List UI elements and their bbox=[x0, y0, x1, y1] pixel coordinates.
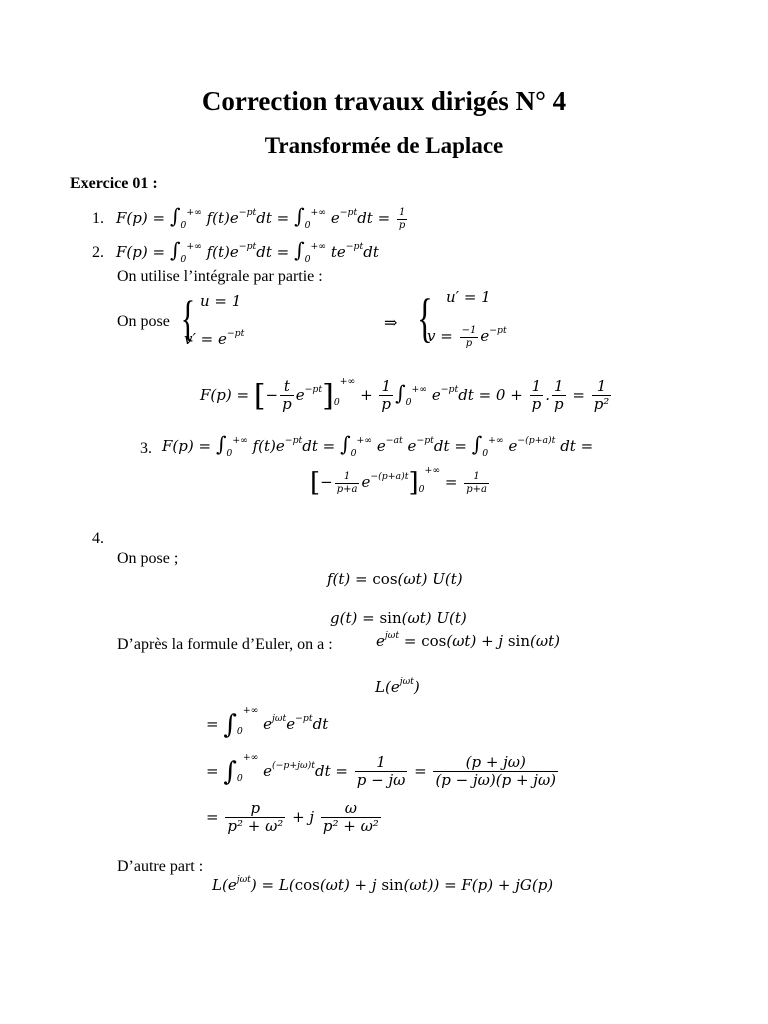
laplace-exp: $L(e^{j\omega t})$ bbox=[375, 676, 420, 696]
document-subtitle: Transformée de Laplace bbox=[264, 133, 504, 158]
equation-3: $F(p) = \int_0^{+\infty}$ $f(t)e^{-pt}dt = \int_0^{+\infty}$ $e^{-at}$ $e^{-pt}dt = \int_0^{+\infty}$ $e^{-(p+a)t}$ dt = bbox=[162, 432, 594, 459]
integration-by-parts-text: On utilise l’intégrale par partie : bbox=[117, 268, 323, 285]
right-brace: { bbox=[417, 288, 433, 348]
document-title: Correction travaux dirigés N° 4 bbox=[201, 86, 567, 116]
left-brace: { bbox=[180, 290, 196, 346]
laplace-step-1: = $\int_0^{+\infty}$ $e^{j\omega t}e^{-pt}dt$ bbox=[206, 705, 329, 740]
u-equals-1: u = 1 bbox=[200, 292, 242, 310]
item-number-3: 3. bbox=[140, 440, 152, 457]
equation-1: $F(p) = \int_0^{+\infty}$ $f(t)e^{-pt}dt = \int_0^{+\infty}$ $e^{-pt}dt$ = $\frac{1}{p}$ bbox=[116, 204, 406, 231]
f-definition: f(t) = cos(ωt) U(t) bbox=[327, 570, 463, 588]
laplace-decomposition: $L(e^{j\omega t}) = L(\cos(\omega t) + j$ sin(ωt)) = F(p) + jG(p) bbox=[212, 874, 554, 894]
laplace-step-3: = $\frac{p}{\text{p² + ω²}}$ + j $\frac{\omega}{\text{p² + ω²}}$ bbox=[206, 799, 379, 836]
v-equation: v = $\frac{-1}{p}$ $e^{-pt}$ bbox=[427, 325, 507, 349]
equation-3-result: [− $\frac{1}{p+a}$ $e^{-(p+a)t}]_0^{+\infty}$ = $\frac{1}{p+a}$ bbox=[310, 465, 487, 498]
implies-arrow: ⇒ bbox=[384, 315, 398, 332]
exercise-heading: Exercice 01 : bbox=[70, 175, 158, 192]
dautre-part-text: D’autre part : bbox=[117, 858, 204, 875]
euler-formula: $e^{j\omega t} = \cos(\omega t) + j$ sin(ωt) bbox=[376, 630, 560, 650]
item-number-2: 2. bbox=[92, 244, 104, 261]
euler-intro: D’après la formule d’Euler, on a : bbox=[117, 636, 333, 653]
on-pose-label: On pose bbox=[117, 313, 170, 330]
on-pose-semicolon: On pose ; bbox=[117, 550, 179, 567]
laplace-step-2: = $\int_0^{+\infty}$ $e^{(-p+j\omega)t}dt$ = $\frac{1}{p - j\omega}$ = $\frac{(p + j\omega)}{(p - j\omega)(p + j\omega)}$ bbox=[206, 751, 557, 790]
item-number-1: 1. bbox=[92, 210, 104, 227]
u-prime-equation: u′ = 1 bbox=[446, 288, 491, 306]
v-prime-equation: $v' = e^{-pt}$ bbox=[184, 328, 245, 348]
equation-2-result: F(p) = [− $\frac{t}{p}$ $e^{-pt}]_0^{+\infty}$ + $\frac{1}{p}$ $\int_0^{+\infty}$ $e^{-pt}dt = 0$ + $\frac{1}{p}$ . $\frac{1}{p}$ = $\frac{1}{\text{p²}}$ bbox=[200, 375, 610, 414]
equation-2: $F(p) = \int_0^{+\infty}$ $f(t)e^{-pt}dt = \int_0^{+\infty}$ $te^{-pt}dt$ bbox=[116, 238, 379, 265]
item-number-4: 4. bbox=[92, 530, 104, 547]
g-definition: g(t) = sin(ωt) U(t) bbox=[330, 609, 467, 627]
